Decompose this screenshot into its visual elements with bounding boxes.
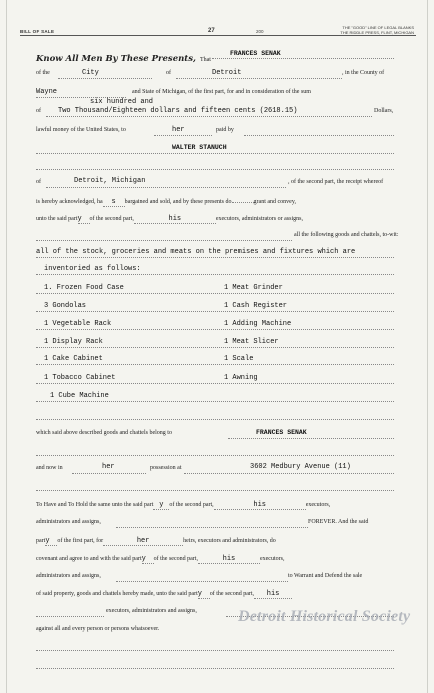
belong-line xyxy=(228,438,394,439)
seller-name: FRANCES SENAK xyxy=(230,50,281,57)
of-label: of xyxy=(166,70,171,76)
buyer-of-label: of xyxy=(36,179,41,185)
first-part-for: of the first part, for xyxy=(57,538,104,544)
printer-line-2: THE RIDDLE PRESS, FLINT, MICHIGAN xyxy=(340,30,414,35)
inventory-rule-5 xyxy=(36,364,394,365)
seller-line xyxy=(212,58,394,59)
of-second-phrase: of the second part, xyxy=(89,216,134,222)
admin-2: administrators and assigns, xyxy=(36,573,101,579)
to-line xyxy=(154,135,212,136)
buyer-location: Detroit, Michigan xyxy=(74,177,146,185)
lawful-text: lawful money of the United States, to xyxy=(36,127,126,133)
goods-description-1: all of the stock, groceries and meats on the premises and fixtures which are xyxy=(36,248,356,256)
of-amount-label: of xyxy=(36,108,41,114)
amount-line-1: six hundred and xyxy=(90,98,154,106)
against-text: against all and every person or persons whatsoever. xyxy=(36,626,160,632)
now-in-pronoun: her xyxy=(102,463,115,471)
habendum-text xyxy=(36,501,330,510)
city-kind-line xyxy=(58,78,152,79)
watermark: Detroit Historical Society xyxy=(238,608,411,625)
inventory-left-7: 1 Cube Machine xyxy=(50,392,109,400)
blank-line-6 xyxy=(36,668,394,669)
city-value: Detroit xyxy=(212,69,242,77)
inventory-left-4: 1 Display Rack xyxy=(44,338,103,346)
unto-phrase: unto the said part xyxy=(36,216,78,222)
inventory-rule-1 xyxy=(36,293,394,294)
inventory-rule-4 xyxy=(36,347,394,348)
following-text: all the following goods and chattels, to-wit: xyxy=(294,232,399,238)
inventory-rule-3 xyxy=(36,329,394,330)
paid-by-label: paid by xyxy=(216,127,234,133)
buyer-name: WALTER STANUCH xyxy=(172,144,227,151)
part2-y: y xyxy=(45,537,57,546)
cov-his: his xyxy=(198,555,260,564)
covenant-phrase: covenant and agree to and with the said part xyxy=(36,556,142,562)
part2-text xyxy=(36,537,276,546)
of-the-label: of the xyxy=(36,70,50,76)
inventory-left-3: 1 Vegetable Rack xyxy=(44,320,112,328)
belong-text: which said above described goods and chattels belong to xyxy=(36,430,172,436)
buyer-line xyxy=(36,153,394,154)
his-value: his xyxy=(134,215,216,224)
inventory-rule-6 xyxy=(36,383,394,384)
amount-line-2: Two Thousand/Eighteen dollars and fifteen cents (2618.15) xyxy=(58,107,298,115)
inventory-left-5: 1 Cake Cabinet xyxy=(44,355,103,363)
sp-his: his xyxy=(254,590,292,599)
inventory-right-1: 1 Meat Grinder xyxy=(224,284,283,292)
hab-his: his xyxy=(214,501,306,510)
printer-line-1: THE "GOOD" LINE OF LEGAL BLANKS xyxy=(342,25,414,30)
admin-1: administrators and assigns, xyxy=(36,519,101,525)
admin-line-2 xyxy=(116,581,288,582)
inventory-right-5: 1 Scale xyxy=(224,355,254,363)
sp-second: of the second part, xyxy=(209,591,255,597)
form-title: BILL OF SALE xyxy=(20,29,55,34)
do-blank xyxy=(232,202,254,203)
page-number: 27 xyxy=(208,28,215,34)
inventory-rule-2 xyxy=(36,311,394,312)
blank-line-4 xyxy=(36,490,394,491)
bargained-phrase: bargained and sold, and by these presents do xyxy=(124,199,232,205)
unto-text xyxy=(36,215,303,224)
city-line xyxy=(176,78,342,79)
printer-credit xyxy=(318,25,414,35)
amount-line xyxy=(46,116,372,117)
buyer-location-line xyxy=(46,187,286,188)
ha-suffix: s xyxy=(103,198,125,207)
blank-line-3 xyxy=(36,455,394,456)
exec-line xyxy=(36,616,104,617)
inventory-left-6: 1 Tobacco Cabinet xyxy=(44,374,116,382)
header-rule xyxy=(20,35,416,36)
sp-y: y xyxy=(198,590,210,599)
hab-exec: executors, xyxy=(305,502,331,508)
goods-line-1 xyxy=(36,257,394,258)
that-word: That xyxy=(199,57,211,63)
exec-admin-text: executors, administrators and assigns, xyxy=(106,608,197,614)
following-line xyxy=(36,240,292,241)
cov-exec: executors, xyxy=(259,556,285,562)
habendum-phrase: To Have and To Hold the same unto the said part xyxy=(36,502,154,508)
possession-label: possession at xyxy=(150,465,182,471)
belong-name: FRANCES SENAK xyxy=(256,429,307,436)
form-code: 200 xyxy=(256,29,264,34)
inventory-right-3: 1 Adding Machine xyxy=(224,320,292,328)
inventory-right-4: 1 Meat Slicer xyxy=(224,338,279,346)
heirs-phrase: heirs, executors and administrators, do xyxy=(183,538,276,544)
now-in-line xyxy=(72,473,146,474)
blank-line-5 xyxy=(36,650,394,651)
address-value: 3602 Medbury Avenue (11) xyxy=(250,463,351,471)
to-pronoun: her xyxy=(172,126,185,134)
address-line xyxy=(184,473,394,474)
inventory-left-2: 3 Gondolas xyxy=(44,302,87,310)
now-in-label: and now in xyxy=(36,465,63,471)
said-property-phrase: of said property, goods and chattels hereby made, unto the said part xyxy=(36,591,198,597)
hab-y: y xyxy=(153,501,169,510)
warrant-text: to Warrant and Defend the sale xyxy=(288,573,363,579)
hab-second: of the second part, xyxy=(169,502,214,508)
admin-line-1 xyxy=(116,527,308,528)
goods-line-2 xyxy=(36,274,394,275)
goods-description-2: inventoried as follows: xyxy=(44,265,141,273)
county-value: Wayne xyxy=(36,88,58,96)
cov-second: of the second part, xyxy=(153,556,198,562)
page-edge-right xyxy=(427,0,428,693)
county-label: , in the County of xyxy=(342,70,385,76)
cov-y: y xyxy=(142,555,154,564)
inventory-left-1: 1. Frozen Food Case xyxy=(44,284,124,292)
executors-phrase: executors, administrators or assigns, xyxy=(215,216,303,222)
said-property-text xyxy=(36,590,292,599)
page-edge-left xyxy=(6,0,7,693)
inventory-rule-7 xyxy=(36,401,394,402)
inventory-right-2: 1 Cash Register xyxy=(224,302,288,310)
second-part-text: , of the second part, the receipt whereof xyxy=(288,179,384,185)
dollars-label: Dollars, xyxy=(374,108,394,114)
acknowledged-phrase: is hereby acknowledged, ha xyxy=(36,199,103,205)
part-suffix: y xyxy=(78,215,90,224)
grant-phrase: grant and convey, xyxy=(253,199,296,205)
covenant-text xyxy=(36,555,284,564)
her2: her xyxy=(103,537,183,546)
state-text: and State of Michigan, of the first part, for and in consideration of the sum xyxy=(132,89,311,95)
intro-heading xyxy=(36,48,211,66)
paid-by-line xyxy=(244,135,394,136)
blank-line-1 xyxy=(36,169,394,170)
acknowledged-text xyxy=(36,198,296,207)
inventory-right-6: 1 Awning xyxy=(224,374,258,382)
intro-text: Know All Men By These Presents, xyxy=(36,54,196,64)
blank-line-2 xyxy=(36,419,394,420)
city-kind: City xyxy=(82,69,99,77)
forever-text: FOREVER. And the said xyxy=(308,519,369,525)
part2-word: part xyxy=(36,538,46,544)
